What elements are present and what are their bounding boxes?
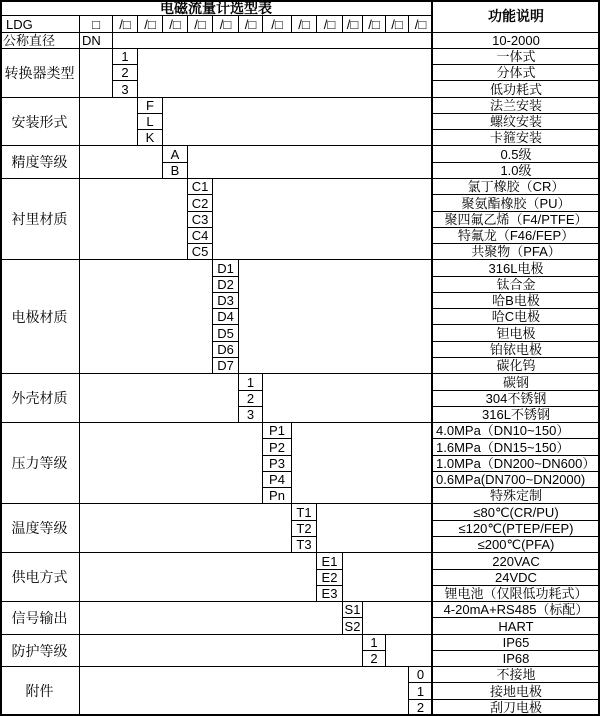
category-label: 防护等级 bbox=[0, 635, 80, 667]
spacer-cell bbox=[80, 423, 263, 504]
option-code-cell: D6 bbox=[213, 342, 239, 358]
option-desc-cell: ≤80℃(CR/PU) bbox=[433, 504, 600, 521]
category-label: 电极材质 bbox=[0, 260, 80, 374]
option-desc-cell: 24VDC bbox=[433, 570, 600, 586]
spacer-cell bbox=[80, 553, 317, 602]
option-desc-cell: 钛合金 bbox=[433, 277, 600, 293]
option-code-cell: B bbox=[163, 163, 188, 179]
option-desc-cell: 钽电极 bbox=[433, 325, 600, 342]
option-code-cell: K bbox=[138, 130, 163, 146]
option-desc-cell: 0.5级 bbox=[433, 146, 600, 163]
option-code-cell: 1 bbox=[113, 49, 138, 65]
spacer-cell bbox=[292, 423, 433, 504]
model-segment-cell: /□ bbox=[386, 16, 409, 33]
option-code-cell: P3 bbox=[263, 456, 292, 472]
spacer-cell bbox=[80, 667, 409, 716]
option-desc-cell: 一体式 bbox=[433, 49, 600, 65]
option-desc-cell: 螺纹安装 bbox=[433, 114, 600, 130]
option-desc-cell: 低功耗式 bbox=[433, 81, 600, 98]
model-segment-cell: /□ bbox=[188, 16, 213, 33]
option-code-cell: Pn bbox=[263, 488, 292, 504]
model-base-box-cell: □ bbox=[80, 16, 113, 33]
option-code-cell: D5 bbox=[213, 325, 239, 342]
option-desc-cell: 0.6MPa(DN700~DN2000) bbox=[433, 472, 600, 488]
spacer-cell bbox=[386, 635, 433, 667]
diameter-desc-cell: 10-2000 bbox=[433, 33, 600, 49]
spacer-cell bbox=[80, 374, 239, 423]
category-label: 附件 bbox=[0, 667, 80, 716]
option-code-cell: C4 bbox=[188, 228, 213, 244]
category-label: 供电方式 bbox=[0, 553, 80, 602]
option-code-cell: T1 bbox=[292, 504, 317, 521]
spacer-cell bbox=[80, 98, 138, 146]
option-desc-cell: 聚四氟乙烯（F4/PTFE） bbox=[433, 212, 600, 228]
option-code-cell: C1 bbox=[188, 179, 213, 195]
model-segment-cell: /□ bbox=[317, 16, 343, 33]
category-label: 精度等级 bbox=[0, 146, 80, 179]
model-segment-cell: /□ bbox=[239, 16, 263, 33]
option-desc-cell: 聚氨酯橡胶（PU） bbox=[433, 195, 600, 212]
option-desc-cell: HART bbox=[433, 618, 600, 635]
option-code-cell: E1 bbox=[317, 553, 343, 570]
option-code-cell: E2 bbox=[317, 570, 343, 586]
category-label: 压力等级 bbox=[0, 423, 80, 504]
option-desc-cell: 1.6MPa（DN15~150） bbox=[433, 439, 600, 456]
option-desc-cell: 锂电池（仅限低功耗式） bbox=[433, 586, 600, 602]
option-desc-cell: 哈C电极 bbox=[433, 309, 600, 325]
model-segment-cell: /□ bbox=[363, 16, 386, 33]
diameter-label: 公称直径 bbox=[0, 33, 80, 49]
spacer-cell bbox=[80, 504, 292, 553]
option-code-cell: C3 bbox=[188, 212, 213, 228]
spacer-cell bbox=[163, 98, 433, 146]
option-desc-cell: IP65 bbox=[433, 635, 600, 651]
option-code-cell: P2 bbox=[263, 439, 292, 456]
spacer-cell bbox=[213, 179, 433, 260]
spacer-cell bbox=[80, 49, 113, 98]
option-desc-cell: 哈B电极 bbox=[433, 293, 600, 309]
option-desc-cell: 法兰安装 bbox=[433, 98, 600, 114]
description-column-divider bbox=[431, 0, 433, 716]
spacer-cell bbox=[263, 374, 433, 423]
option-code-cell: D3 bbox=[213, 293, 239, 309]
option-desc-cell: 特氟龙（F46/FEP） bbox=[433, 228, 600, 244]
option-desc-cell: 304不锈钢 bbox=[433, 391, 600, 407]
option-desc-cell: 铂铱电极 bbox=[433, 342, 600, 358]
option-code-cell: 3 bbox=[113, 81, 138, 98]
model-segment-cell: /□ bbox=[113, 16, 138, 33]
option-code-cell: F bbox=[138, 98, 163, 114]
option-desc-cell: 氯丁橡胶（CR） bbox=[433, 179, 600, 195]
option-desc-cell: 碳钢 bbox=[433, 374, 600, 391]
option-desc-cell: 刮刀电极 bbox=[433, 700, 600, 716]
option-code-cell: D7 bbox=[213, 358, 239, 374]
option-desc-cell: 接地电极 bbox=[433, 683, 600, 700]
option-code-cell: D4 bbox=[213, 309, 239, 325]
option-desc-cell: IP68 bbox=[433, 651, 600, 667]
spacer-cell bbox=[80, 146, 163, 179]
option-desc-cell: 碳化钨 bbox=[433, 358, 600, 374]
function-column-header: 功能说明 bbox=[433, 0, 600, 33]
model-prefix-cell: LDG bbox=[0, 16, 80, 33]
option-code-cell: S2 bbox=[343, 618, 363, 635]
spacer-cell bbox=[343, 553, 433, 602]
option-code-cell: 2 bbox=[239, 391, 263, 407]
model-segment-cell: /□ bbox=[409, 16, 433, 33]
option-desc-cell: 不接地 bbox=[433, 667, 600, 683]
option-code-cell: D1 bbox=[213, 260, 239, 277]
option-code-cell: E3 bbox=[317, 586, 343, 602]
option-code-cell: 2 bbox=[409, 700, 433, 716]
spacer-cell bbox=[239, 260, 433, 374]
table-title: 电磁流量计选型表 bbox=[0, 0, 433, 16]
option-desc-cell: ≤120℃(PTEP/FEP) bbox=[433, 521, 600, 537]
option-code-cell: D2 bbox=[213, 277, 239, 293]
spacer-cell bbox=[138, 49, 433, 98]
option-desc-cell: ≤200℃(PFA) bbox=[433, 537, 600, 553]
model-segment-cell: /□ bbox=[343, 16, 363, 33]
spacer-cell bbox=[80, 602, 343, 635]
option-desc-cell: 卡箍安装 bbox=[433, 130, 600, 146]
option-desc-cell: 分体式 bbox=[433, 65, 600, 81]
option-code-cell: 1 bbox=[363, 635, 386, 651]
diameter-code-cell: DN bbox=[80, 33, 113, 49]
spacer-cell bbox=[80, 179, 188, 260]
option-code-cell: S1 bbox=[343, 602, 363, 618]
option-code-cell: A bbox=[163, 146, 188, 163]
option-desc-cell: 316L不锈钢 bbox=[433, 407, 600, 423]
category-label: 信号输出 bbox=[0, 602, 80, 635]
model-segment-cell: /□ bbox=[213, 16, 239, 33]
spacer-cell bbox=[113, 33, 433, 49]
option-code-cell: T3 bbox=[292, 537, 317, 553]
option-desc-cell: 特殊定制 bbox=[433, 488, 600, 504]
spacer-cell bbox=[363, 602, 433, 635]
category-label: 外壳材质 bbox=[0, 374, 80, 423]
spacer-cell bbox=[80, 635, 363, 667]
option-desc-cell: 220VAC bbox=[433, 553, 600, 570]
spacer-cell bbox=[317, 504, 433, 553]
option-desc-cell: 1.0MPa（DN200~DN600） bbox=[433, 456, 600, 472]
category-label: 温度等级 bbox=[0, 504, 80, 553]
option-code-cell: 1 bbox=[239, 374, 263, 391]
option-code-cell: 1 bbox=[409, 683, 433, 700]
model-segment-cell: /□ bbox=[292, 16, 317, 33]
model-segment-cell: /□ bbox=[138, 16, 163, 33]
option-code-cell: P1 bbox=[263, 423, 292, 439]
option-code-cell: 2 bbox=[363, 651, 386, 667]
option-desc-cell: 4-20mA+RS485（标配） bbox=[433, 602, 600, 618]
model-segment-cell: /□ bbox=[263, 16, 292, 33]
category-label: 转换器类型 bbox=[0, 49, 80, 98]
category-label: 安装形式 bbox=[0, 98, 80, 146]
option-code-cell: T2 bbox=[292, 521, 317, 537]
option-code-cell: 0 bbox=[409, 667, 433, 683]
spacer-cell bbox=[80, 260, 213, 374]
spacer-cell bbox=[188, 146, 433, 179]
option-code-cell: 2 bbox=[113, 65, 138, 81]
option-code-cell: P4 bbox=[263, 472, 292, 488]
option-code-cell: C5 bbox=[188, 244, 213, 260]
option-desc-cell: 共聚物（PFA） bbox=[433, 244, 600, 260]
option-desc-cell: 1.0级 bbox=[433, 163, 600, 179]
option-desc-cell: 4.0MPa（DN10~150） bbox=[433, 423, 600, 439]
option-code-cell: L bbox=[138, 114, 163, 130]
option-code-cell: 3 bbox=[239, 407, 263, 423]
category-label: 衬里材质 bbox=[0, 179, 80, 260]
model-segment-cell: /□ bbox=[163, 16, 188, 33]
option-desc-cell: 316L电极 bbox=[433, 260, 600, 277]
option-code-cell: C2 bbox=[188, 195, 213, 212]
